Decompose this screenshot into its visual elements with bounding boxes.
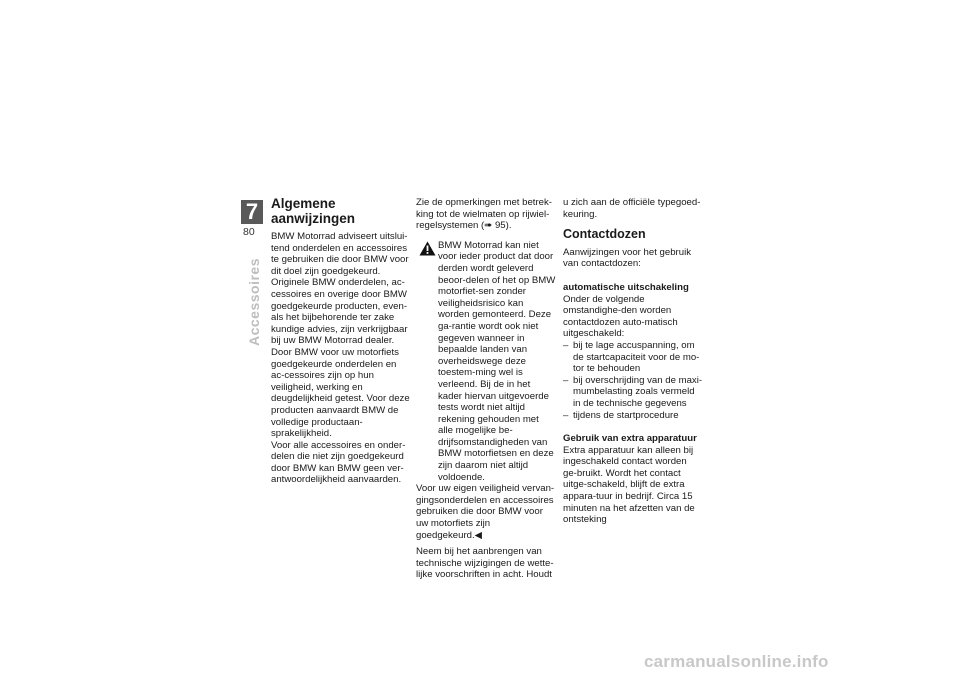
- paragraph: Originele BMW onderdelen, ac-cessoires en overige door BMW goedgekeurde producten, even-als het bijbehorende ter zake kundige advies, zijn verkrijgbaar bij uw BMW Motorrad dealer.: [271, 277, 408, 347]
- paragraph: Door BMW voor uw motorfiets goedgekeurde onderdelen en ac-cessoires zijn op hun veiligheid, werking en deugdelijkheid getest. Voor deze producten aanvaardt BMW de volledige productaan-sprakelijkheid.: [271, 346, 410, 440]
- section-title-general: Algemene aanwijzingen: [271, 196, 356, 226]
- dash-list: [563, 340, 703, 421]
- chapter-number: 7: [241, 200, 263, 224]
- paragraph: Voor uw eigen veiligheid vervan-gingsonderdelen en accessoires gebruiken die door BMW voor uw motorfiets zijn goedgekeurd.◀: [416, 483, 555, 541]
- section-title-sockets: Contactdozen: [563, 227, 646, 242]
- column-2: [416, 197, 556, 581]
- warning-text: BMW Motorrad kan niet voor ieder product dat door derden wordt geleverd beoor-delen of het op BMW motorfiet-sen zonder veiligheidsrisico kan worden gemonteerd. Deze ga-rantie wordt ook niet gegeven wanneer in bepaalde landen van overheidswege deze toestem-ming wel is verleend. Bij de in het kader hiervan uitgevoerde tests wordt niet altijd rekening gehouden met alle mogelijke be-drijfsomstandigheden van BMW motorfietsen en deze zijn daarom niet altijd voldoende.: [438, 239, 556, 483]
- list-item: – tijdens de startprocedure: [563, 410, 703, 422]
- watermark: carmanualsonline.info: [644, 652, 829, 671]
- list-item: – bij overschrijding van de maxi-mumbelasting zoals vermeld in de technische gegevens: [563, 375, 703, 410]
- subsection-title: Gebruik van extra apparatuur: [563, 433, 697, 445]
- page-number: 80: [243, 226, 255, 238]
- column-1: [271, 197, 411, 486]
- paragraph: Onder de volgende omstandighe-den worden contactdozen auto-matisch uitgeschakeld:: [563, 293, 678, 340]
- list-item: – bij te lage accuspanning, om de startcapaciteit voor de mo-tor te behouden: [563, 340, 703, 375]
- paragraph: Zie de opmerkingen met betrek-king tot de wielmaten op rijwiel-regelsystemen (➠ 95).: [416, 197, 552, 232]
- paragraph: Neem bij het aanbrengen van technische wijzigingen de wette-lijke voorschriften in acht. Houdt: [416, 546, 554, 581]
- paragraph: BMW Motorrad adviseert uitslui-tend onderdelen en accessoires te gebruiken die door BMW voor dit doel zijn goedgekeurd.: [271, 231, 409, 277]
- column-3: [563, 197, 703, 526]
- paragraph: Aanwijzingen voor het gebruik van contactdozen:: [563, 246, 691, 270]
- paragraph: Voor alle accessoires en onder-delen die niet zijn goedgekeurd door BMW kan BMW geen ver-antwoordelijkheid aanvaarden.: [271, 439, 406, 486]
- paragraph: u zich aan de officiële typegoed-keuring.: [563, 197, 701, 220]
- warning-triangle-icon: [419, 241, 436, 256]
- warning-block: [416, 240, 556, 483]
- subsection-title: automatische uitschakeling: [563, 281, 689, 293]
- paragraph: Extra apparatuur kan alleen bij ingeschakeld contact worden ge-bruikt. Wordt het contact uitge-schakeld, blijft de extra appara-tuur in bedrijf. Circa 15 minuten na het afzetten van de ontsteking: [563, 444, 695, 526]
- chapter-side-label: Accessoires: [246, 257, 262, 346]
